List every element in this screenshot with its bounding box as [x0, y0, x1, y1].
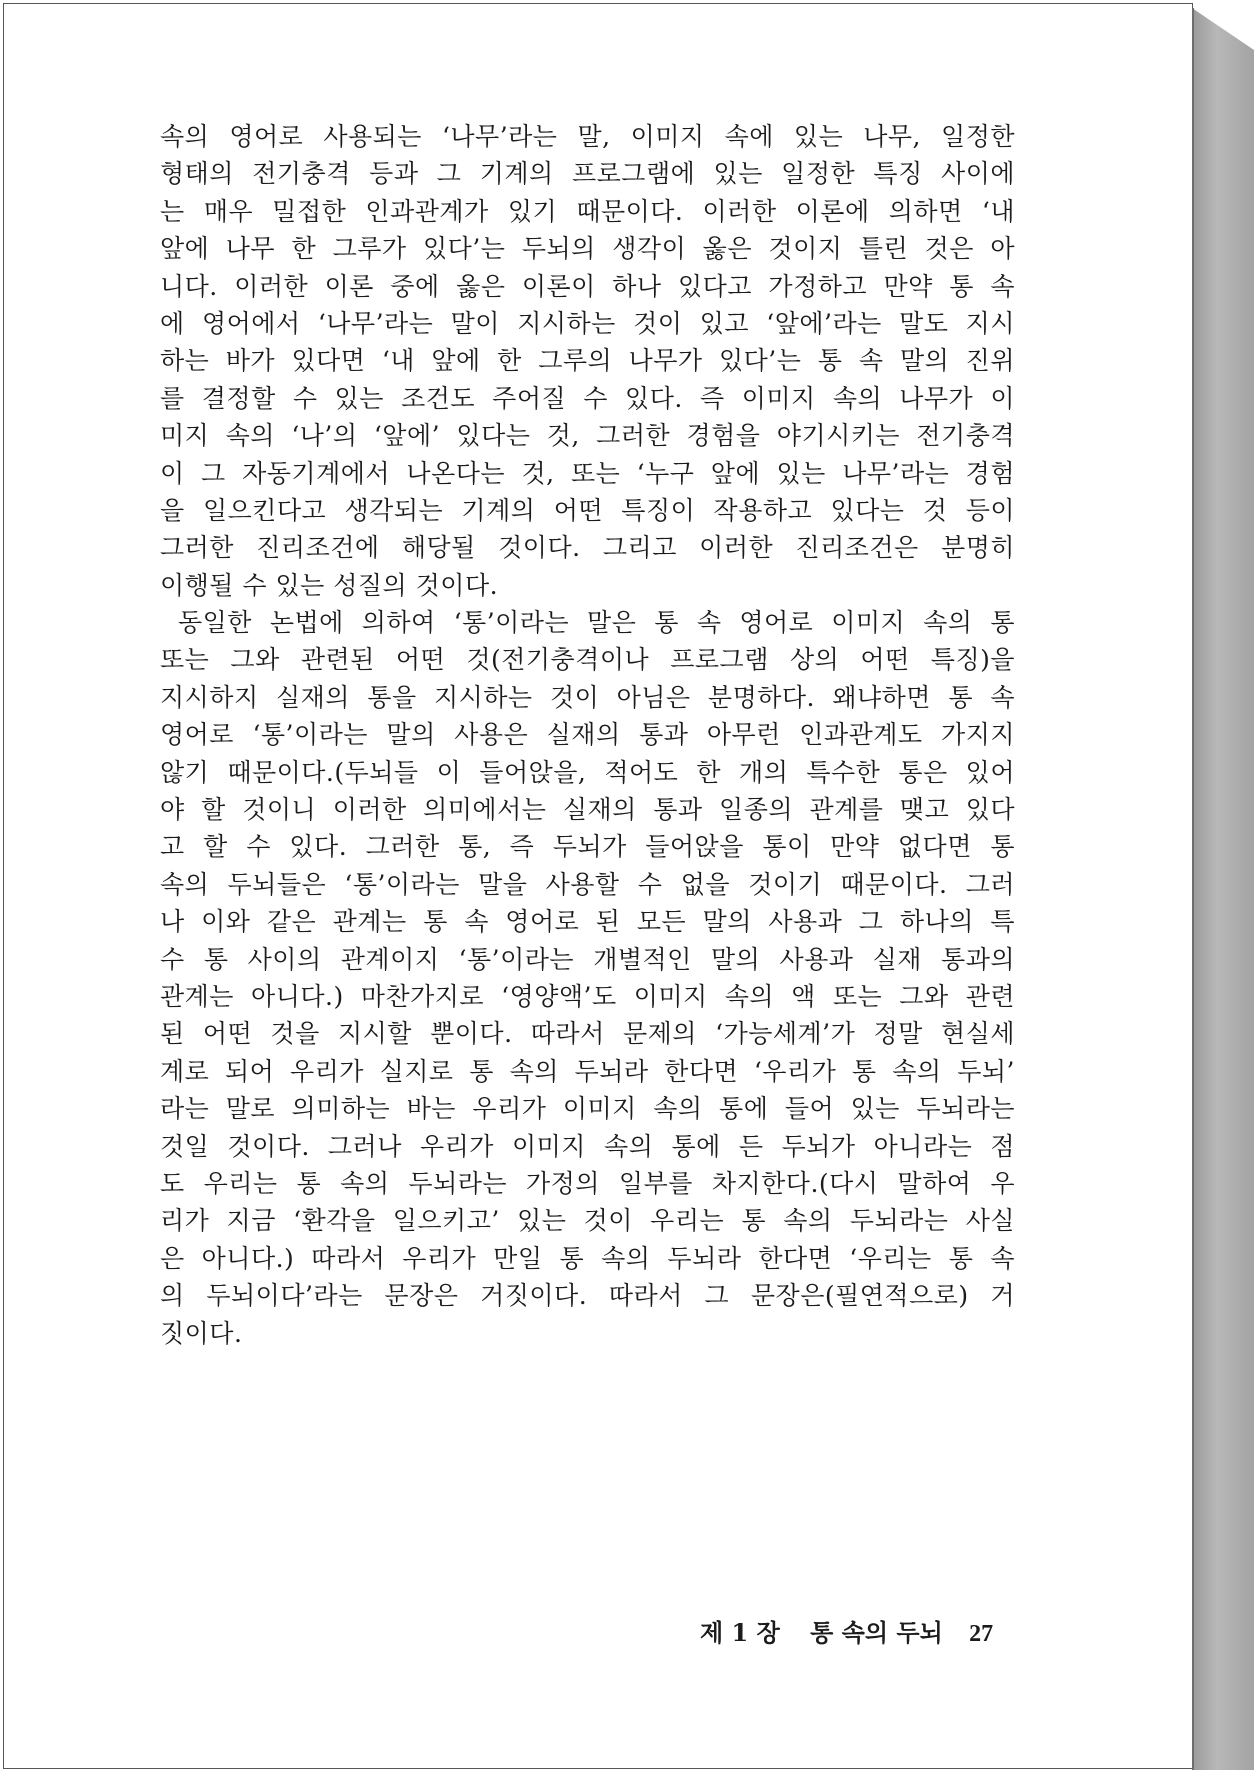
chapter-label: 제 1 장 [700, 1618, 780, 1647]
text-line: 수 통 사이의 관계이지 ‘통’이라는 개별적인 말의 사용과 실재 통과의 [160, 944, 1015, 974]
text-line: 형태의 전기충격 등과 그 기계의 프로그램에 있는 일정한 특징 사이에 [160, 159, 1015, 189]
text-line: 이 그 자동기계에서 나온다는 것, 또는 ‘누구 앞에 있는 나무’라는 경험 [160, 458, 1015, 488]
text-line: 의 두뇌이다’라는 문장은 거짓이다. 따라서 그 문장은(필연적으로) 거 [160, 1281, 1015, 1311]
text-line: 영어로 ‘통’이라는 말의 사용은 실재의 통과 아무런 인과관계도 가지지 [160, 720, 1015, 750]
text-line: 는 매우 밀접한 인과관계가 있기 때문이다. 이러한 이론에 의하면 ‘내 [160, 196, 1015, 226]
text-line: 은 아니다.) 따라서 우리가 만일 통 속의 두뇌라 한다면 ‘우리는 통 속 [160, 1243, 1015, 1273]
text-line: 나 이와 같은 관계는 통 속 영어로 된 모든 말의 사용과 그 하나의 특 [160, 907, 1015, 937]
text-line: 지시하지 실재의 통을 지시하는 것이 아님은 분명하다. 왜냐하면 통 속 [160, 682, 1015, 712]
chapter-title: 통 속의 두뇌 [810, 1618, 943, 1647]
text-line: 이행될 수 있는 성질의 것이다. [160, 570, 499, 600]
text-line: 리가 지금 ‘환각을 일으키고’ 있는 것이 우리는 통 속의 두뇌라는 사실 [160, 1206, 1015, 1236]
page-footer [700, 1613, 1000, 1648]
text-line: 라는 말로 의미하는 바는 우리가 이미지 속의 통에 들어 있는 두뇌라는 [160, 1094, 1015, 1124]
text-line: 것일 것이다. 그러나 우리가 이미지 속의 통에 든 두뇌가 아니라는 점 [160, 1131, 1015, 1161]
text-line: 짓이다. [160, 1318, 243, 1348]
text-line: 관계는 아니다.) 마찬가지로 ‘영양액’도 이미지 속의 액 또는 그와 관련 [160, 981, 1015, 1011]
text-line: 니다. 이러한 이론 중에 옳은 이론이 하나 있다고 가정하고 만약 통 속 [160, 271, 1015, 301]
body-text [160, 118, 1015, 1352]
text-line: 동일한 논법에 의하여 ‘통’이라는 말은 통 속 영어로 이미지 속의 통 [178, 608, 1015, 638]
page-number: 27 [969, 1621, 994, 1647]
text-line: 속의 두뇌들은 ‘통’이라는 말을 사용할 수 없을 것이기 때문이다. 그러 [160, 869, 1015, 899]
text-line: 에 영어에서 ‘나무’라는 말이 지시하는 것이 있고 ‘앞에’라는 말도 지시 [160, 308, 1015, 338]
page-edge [1192, 8, 1194, 1770]
text-line: 를 결정할 수 있는 조건도 주어질 수 있다. 즉 이미지 속의 나무가 이 [160, 383, 1015, 413]
text-line: 또는 그와 관련된 어떤 것(전기충격이나 프로그램 상의 어떤 특징)을 [160, 645, 1015, 675]
text-line: 도 우리는 통 속의 두뇌라는 가정의 일부를 차지한다.(다시 말하여 우 [160, 1168, 1015, 1198]
text-line: 된 어떤 것을 지시할 뿐이다. 따라서 문제의 ‘가능세계’가 정말 현실세 [160, 1019, 1015, 1049]
text-line: 고 할 수 있다. 그러한 통, 즉 두뇌가 들어앉을 통이 만약 없다면 통 [160, 832, 1015, 862]
text-line: 미지 속의 ‘나’의 ‘앞에’ 있다는 것, 그러한 경험을 야기시키는 전기충격 [160, 421, 1015, 451]
book-spine [1192, 8, 1254, 1770]
text-line: 그러한 진리조건에 해당될 것이다. 그리고 이러한 진리조건은 분명히 [160, 533, 1015, 563]
text-line: 하는 바가 있다면 ‘내 앞에 한 그루의 나무가 있다’는 통 속 말의 진위 [160, 346, 1015, 376]
text-line: 않기 때문이다.(두뇌들 이 들어앉을, 적어도 한 개의 특수한 통은 있어 [160, 757, 1015, 787]
text-line: 계로 되어 우리가 실지로 통 속의 두뇌라 한다면 ‘우리가 통 속의 두뇌’ [160, 1056, 1015, 1086]
text-line: 속의 영어로 사용되는 ‘나무’라는 말, 이미지 속에 있는 나무, 일정한 [160, 122, 1015, 151]
text-line: 을 일으킨다고 생각되는 기계의 어떤 특징이 작용하고 있다는 것 등이 [160, 495, 1015, 525]
text-line: 야 할 것이니 이러한 의미에서는 실재의 통과 일종의 관계를 맺고 있다 [160, 795, 1015, 825]
text-line: 앞에 나무 한 그루가 있다’는 두뇌의 생각이 옳은 것이지 틀린 것은 아 [160, 234, 1015, 264]
